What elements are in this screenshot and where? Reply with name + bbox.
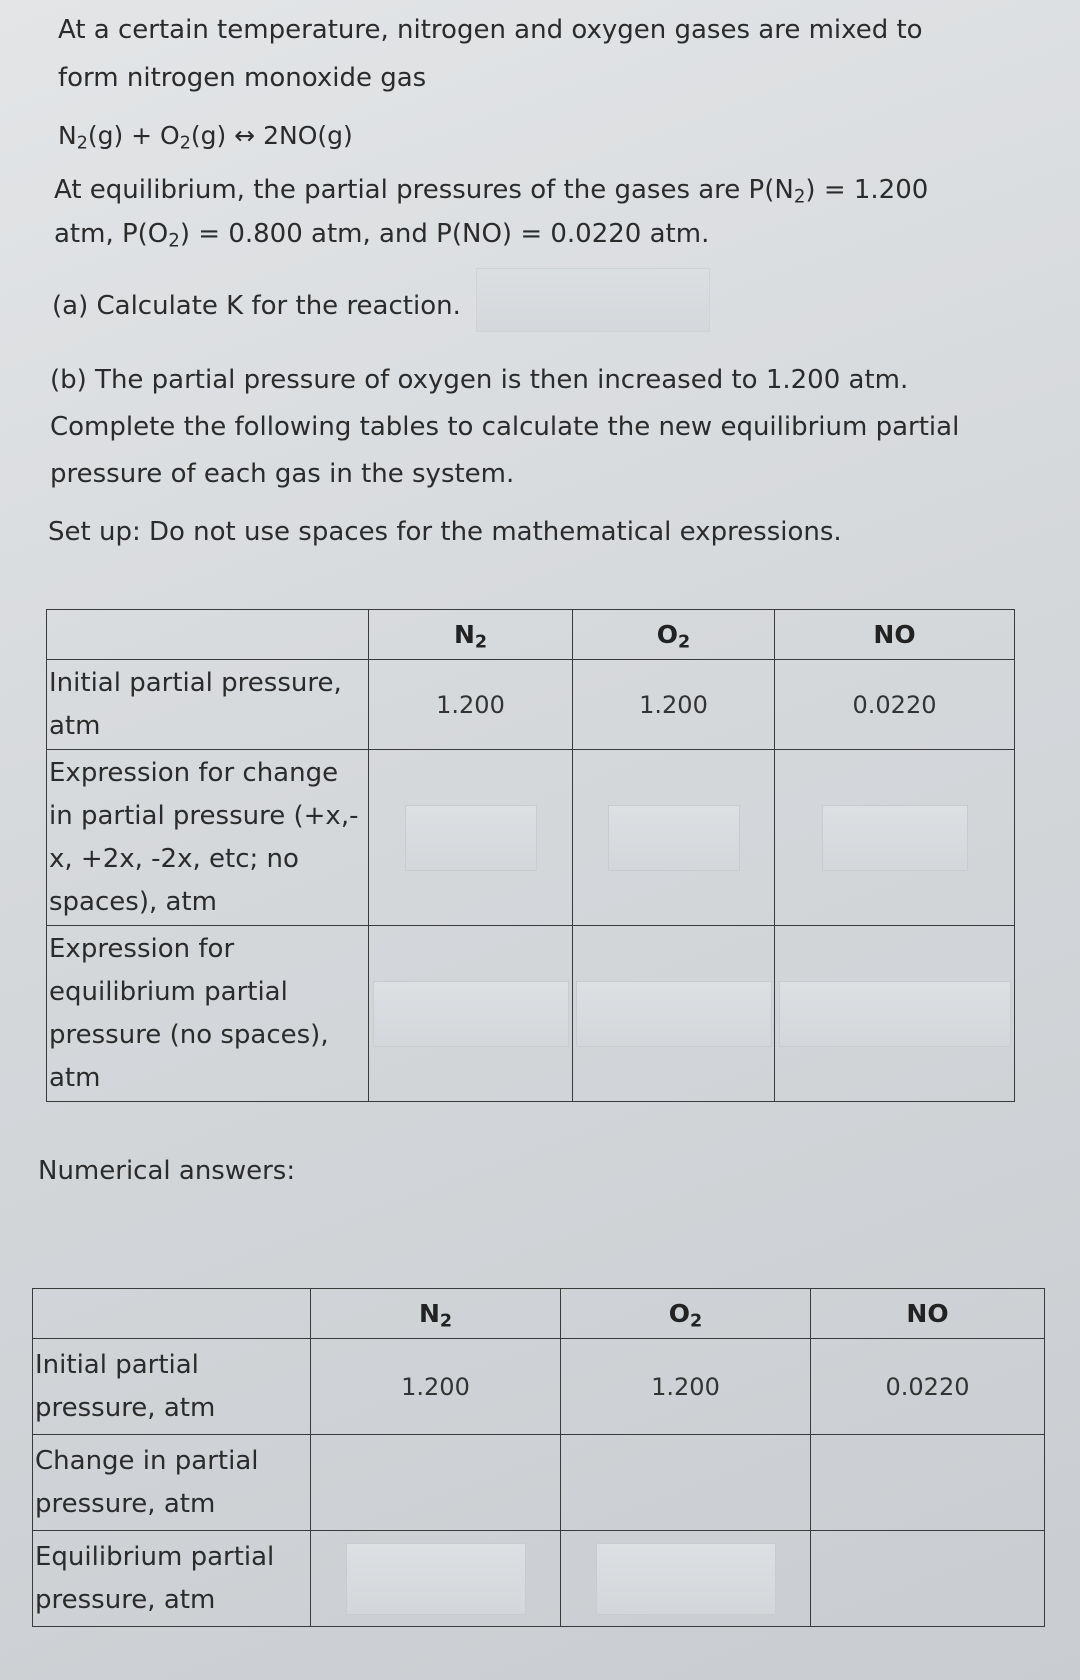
header-o2: $O_2$ [573, 610, 775, 660]
header-no: NO [775, 610, 1015, 660]
setup-note: Set up: Do not use spaces for the mathematical expressions. [48, 517, 842, 547]
cell-no-equilibrium [775, 926, 1015, 1102]
reaction-equation: $N_2(g) + O_2(g)$ ↔ 2NO(g) [58, 121, 353, 154]
header-o2: $O_2$ [561, 1289, 811, 1339]
row-label-equilibrium: Equilibrium partial pressure, atm [33, 1531, 311, 1627]
n2-equilibrium-input[interactable] [373, 981, 569, 1047]
equilibrium-statement: At equilibrium, the partial pressures of the gases are $P(N_2) = 1.200$ atm, $P(O_2) = 0.800$ atm, and P(NO) = 0.0220 atm. [54, 175, 929, 252]
cell-o2-equilibrium-value [561, 1531, 811, 1627]
header-no: NO [811, 1289, 1045, 1339]
no-change-input[interactable] [822, 805, 968, 871]
value-n2-initial: 1.200 [311, 1339, 561, 1435]
row-label-initial: Initial partial pressure, atm [33, 1339, 311, 1435]
o2-equilibrium-input[interactable] [576, 981, 772, 1047]
intro-text: At a certain temperature, nitrogen and oxygen gases are mixed to form nitrogen monoxide gas [58, 15, 923, 93]
value-no-initial: 0.0220 [811, 1339, 1045, 1435]
value-no-initial: 0.0220 [775, 660, 1015, 750]
table-row [47, 660, 1015, 750]
value-o2-initial: 1.200 [573, 660, 775, 750]
value-o2-initial: 1.200 [561, 1339, 811, 1435]
header-blank-cell [47, 610, 369, 660]
cell-no-change [775, 750, 1015, 926]
numerical-table [32, 1288, 1045, 1627]
table-row [33, 1435, 1045, 1531]
cell-no-equilibrium-value[interactable] [811, 1531, 1045, 1627]
question-a-text: (a) Calculate K for the reaction. [52, 291, 461, 321]
question-b-text: (b) The partial pressure of oxygen is then increased to 1.200 atm. Complete the following tables to calculate the new equilibrium partial pressure of each gas in the system. [50, 365, 960, 489]
cell-o2-change-value[interactable] [561, 1435, 811, 1531]
n2-equilibrium-value-input[interactable] [346, 1543, 526, 1615]
table-header-row [33, 1289, 1045, 1339]
table-row [47, 926, 1015, 1102]
table-header-row [47, 610, 1015, 660]
numerical-answers-label: Numerical answers: [38, 1156, 296, 1186]
cell-n2-change [369, 750, 573, 926]
o2-equilibrium-value-input[interactable] [596, 1543, 776, 1615]
k-answer-input[interactable] [476, 268, 710, 332]
table-row [33, 1339, 1045, 1435]
header-blank-cell [33, 1289, 311, 1339]
setup-table [46, 609, 1015, 1102]
header-n2: $N_2$ [369, 610, 573, 660]
value-n2-initial: 1.200 [369, 660, 573, 750]
table-row [47, 750, 1015, 926]
row-label-initial: Initial partial pressure, atm [47, 660, 369, 750]
no-equilibrium-input[interactable] [779, 981, 1011, 1047]
header-n2: $N_2$ [311, 1289, 561, 1339]
row-label-change: Change in partial pressure, atm [33, 1435, 311, 1531]
o2-change-input[interactable] [608, 805, 740, 871]
row-label-equilibrium-expression: Expression for equilibrium partial pressure (no spaces), atm [47, 926, 369, 1102]
row-label-change-expression: Expression for change in partial pressure (+x,-x, +2x, -2x, etc; no spaces), atm [47, 750, 369, 926]
cell-no-change-value[interactable] [811, 1435, 1045, 1531]
table-row [33, 1531, 1045, 1627]
n2-change-input[interactable] [405, 805, 537, 871]
cell-o2-equilibrium [573, 926, 775, 1102]
cell-o2-change [573, 750, 775, 926]
cell-n2-equilibrium [369, 926, 573, 1102]
cell-n2-change-value[interactable] [311, 1435, 561, 1531]
cell-n2-equilibrium-value [311, 1531, 561, 1627]
